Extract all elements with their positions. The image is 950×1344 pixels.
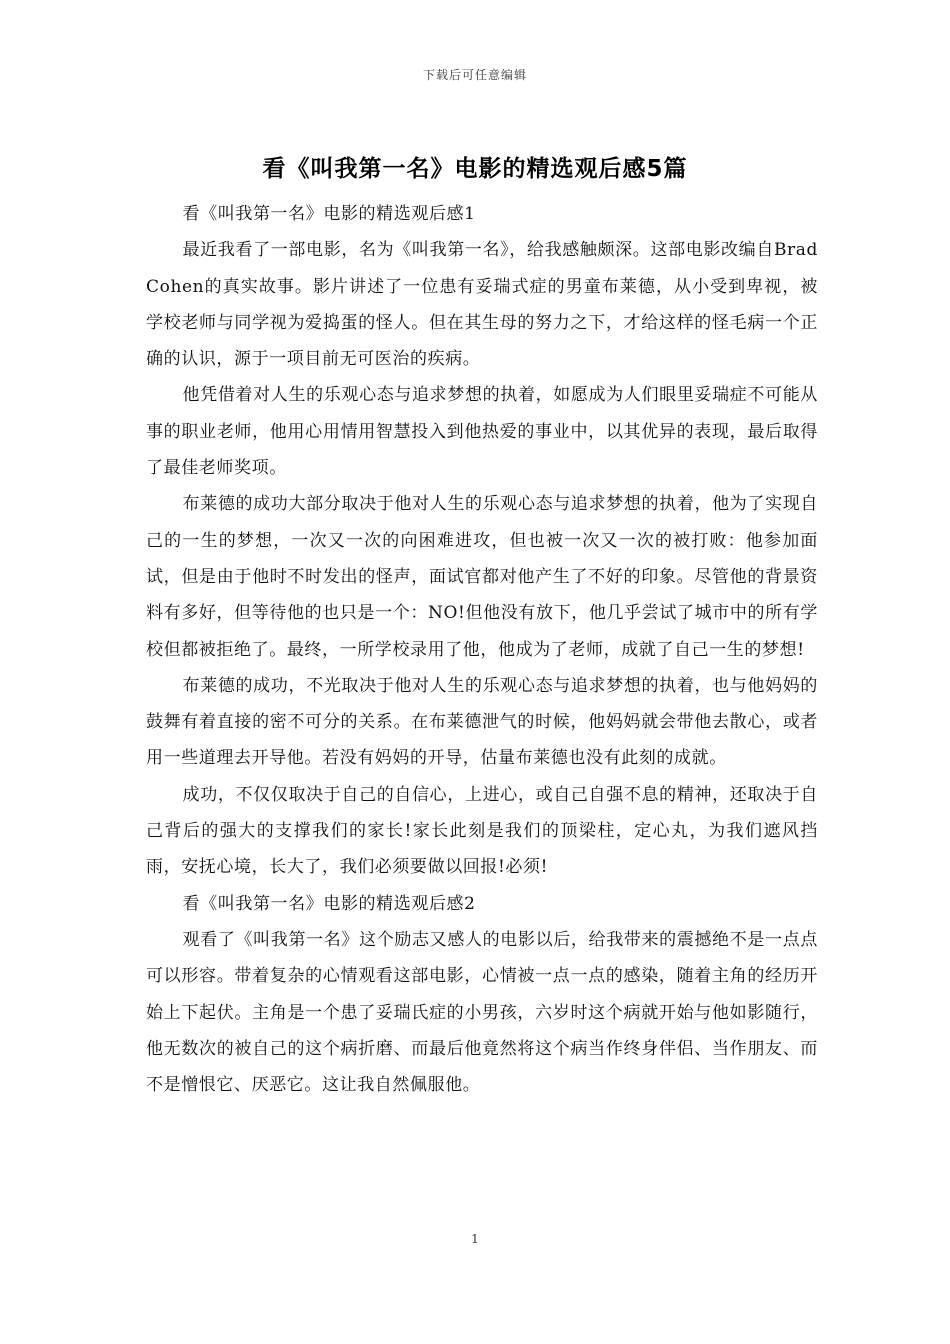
section-heading: 看《叫我第一名》电影的精选观后感2 [182,893,476,914]
section-heading: 看《叫我第一名》电影的精选观后感1 [182,204,476,224]
body-paragraph: 最近我看了一部电影，名为《叫我第一名》，给我感触颇深。这部电影改编自BradCohen的真实故事。影片讲述了一位患有妥瑞式症的男童布莱德，从小受到卑视，被学校老师与同学视为爱捣蛋的怪人。但在其生母的努力之下，才给这样的怪毛病一个正确的认识，源于一项目前无可医治的疾病。 [146,240,818,370]
document-title: 看《叫我第一名》电影的精选观后感5篇 [262,156,688,182]
page-header-note: 下载后可任意编辑 [422,68,527,82]
page-number: 1 [471,1232,479,1246]
body-paragraph: 成功，不仅仅取决于自己的自信心，上进心，或自己自强不息的精神，还取决于自己背后的强大的支撑我们的家长!家长此刻是我们的顶梁柱，定心丸，为我们遮风挡雨，安抚心境，长大了，我们必须要做以回报!必须! [146,784,818,878]
body-paragraph: 他凭借着对人生的乐观心态与追求梦想的执着，如愿成为人们眼里妥瑞症不可能从事的职业老师，他用心用情用智慧投入到他热爱的事业中，以其优异的表现，最后取得了最佳老师奖项。 [146,385,818,479]
body-paragraph: 布莱德的成功大部分取决于他对人生的乐观心态与追求梦想的执着，他为了实现自己的一生的梦想，一次又一次的向困难进攻，但也被一次又一次的被打败：他参加面试，但是由于他时不时发出的怪声，面试官都对他产生了不好的印象。尽管他的背景资料有多好，但等待他的也只是一个：NO!但他没有放下，他几乎尝试了城市中的所有学校但都被拒绝了。最终，一所学校录用了他，他成为了老师，成就了自己一生的梦想! [146,494,818,660]
body-paragraph: 布莱德的成功，不光取决于他对人生的乐观心态与追求梦想的执着，也与他妈妈的鼓舞有着直接的密不可分的关系。在布莱德泄气的时候，他妈妈就会带他去散心，或者用一些道理去开导他。若没有妈妈的开导，估量布莱德也没有此刻的成就。 [146,675,818,769]
document-body [146,196,818,1103]
body-paragraph: 观看了《叫我第一名》这个励志又感人的电影以后，给我带来的震撼绝不是一点点可以形容。带着复杂的心情观看这部电影，心情被一点一点的感染，随着主角的经历开始上下起伏。主角是一个患了妥瑞氏症的小男孩，六岁时这个病就开始与他如影随行，他无数次的被自己的这个病折磨、而最后他竟然将这个病当作终身伴侣、当作朋友、而不是憎恨它、厌恶它。这让我自然佩服他。 [146,929,818,1096]
